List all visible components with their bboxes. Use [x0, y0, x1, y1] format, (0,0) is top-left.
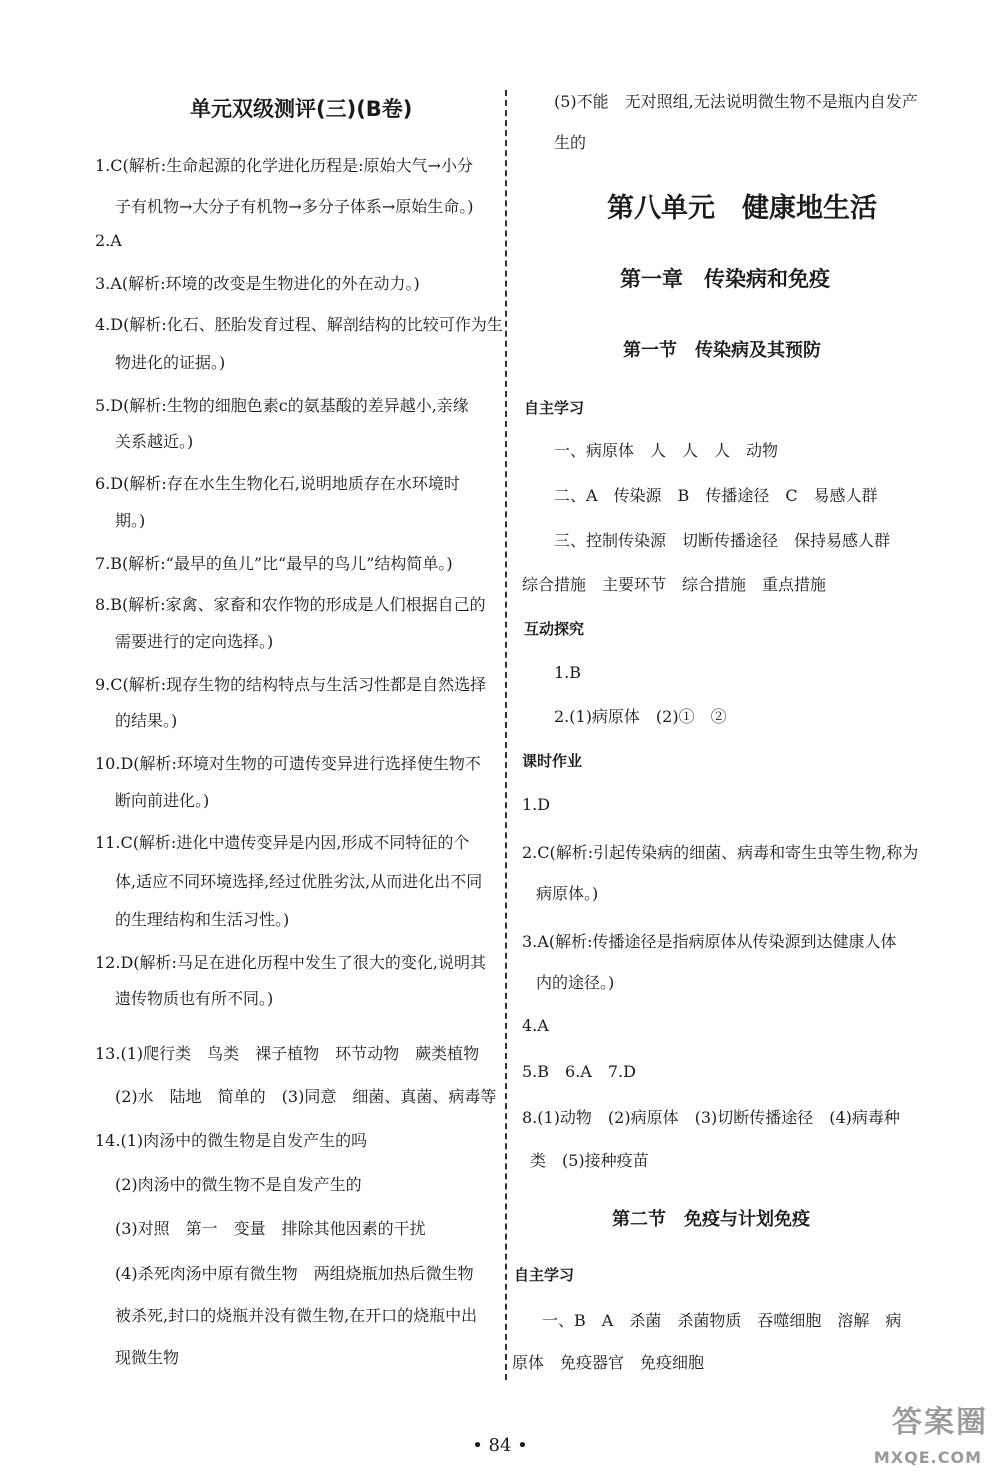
- answer-line: 一、病原体 人 人 人 动物: [554, 441, 779, 460]
- answer-line: 7.B(解析:“最早的鱼儿”比“最早的鸟儿”结构简单。): [95, 554, 453, 573]
- answer-line: 关系越近。): [115, 432, 194, 451]
- answer-line: 5.D(解析:生物的细胞色素c的氨基酸的差异越小,亲缘: [95, 396, 469, 415]
- answer-line: 体,适应不同环境选择,经过优胜劣汰,从而进化出不同: [115, 872, 483, 891]
- unit-test-title: 单元双级测评(三)(B卷): [190, 97, 413, 121]
- page-number: • 84 •: [472, 1435, 528, 1456]
- answer-line: 8.(1)动物 (2)病原体 (3)切断传播途径 (4)病毒种: [522, 1108, 900, 1127]
- section-title: 第一节 传染病及其预防: [623, 340, 821, 361]
- answer-line: 病原体。): [536, 884, 599, 903]
- answer-line: 二、A 传染源 B 传播途径 C 易感人群: [554, 486, 878, 505]
- watermark: [838, 1397, 988, 1467]
- answer-line: 需要进行的定向选择。): [115, 632, 274, 651]
- answer-line: 11.C(解析:进化中遗传变异是内因,形成不同特征的个: [95, 833, 470, 852]
- answer-line: 断向前进化。): [115, 791, 210, 810]
- answer-line: 4.D(解析:化石、胚胎发育过程、解剖结构的比较可作为生: [95, 315, 503, 334]
- answer-line: 期。): [115, 511, 146, 530]
- answer-line: 14.(1)肉汤中的微生物是自发产生的吗: [95, 1131, 368, 1150]
- answer-line: (2)水 陆地 简单的 (3)同意 细菌、真菌、病毒等: [115, 1087, 497, 1106]
- answer-line: 5.B 6.A 7.D: [522, 1062, 636, 1081]
- watermark-url: MXQE.COM: [873, 1448, 982, 1467]
- answer-line: 1.D: [522, 795, 551, 814]
- self-study-heading: 自主学习: [514, 1266, 575, 1284]
- answer-line: 2.C(解析:引起传染病的细菌、病毒和寄生虫等生物,称为: [522, 843, 919, 862]
- answer-line: 子有机物→大分子有机物→多分子体系→原始生命。): [115, 197, 474, 216]
- column-divider: [505, 90, 507, 1380]
- answer-line: 3.A(解析:传播途径是指病原体从传染源到达健康人体: [522, 932, 897, 951]
- answer-line: 类 (5)接种疫苗: [530, 1151, 649, 1170]
- answer-line: 9.C(解析:现存生物的结构特点与生活习性都是自然选择: [95, 675, 487, 694]
- unit-title: 第八单元 健康地生活: [607, 193, 877, 224]
- answer-line: 4.A: [522, 1016, 549, 1035]
- answer-line: 1.C(解析:生命起源的化学进化历程是:原始大气→小分: [95, 156, 473, 175]
- answer-line: 12.D(解析:马足在进化历程中发生了很大的变化,说明其: [95, 953, 486, 972]
- answer-line: 内的途径。): [536, 973, 615, 992]
- answer-line: 生的: [554, 133, 587, 152]
- interactive-heading: 互动探究: [524, 620, 585, 638]
- answer-line: 综合措施 主要环节 综合措施 重点措施: [522, 575, 827, 594]
- answer-line: 三、控制传染源 切断传播途径 保持易感人群: [554, 531, 891, 550]
- answer-line: (5)不能 无对照组,无法说明微生物不是瓶内自发产: [554, 92, 918, 111]
- answer-line: 被杀死,封口的烧瓶并没有微生物,在开口的烧瓶中出: [115, 1306, 478, 1325]
- answer-line: 一、B A 杀菌 杀菌物质 吞噬细胞 溶解 病: [542, 1311, 902, 1330]
- answer-line: 3.A(解析:环境的改变是生物进化的外在动力。): [95, 274, 420, 293]
- answer-line: (2)肉汤中的微生物不是自发产生的: [115, 1175, 362, 1194]
- self-study-heading: 自主学习: [524, 399, 585, 417]
- answer-line: 现微生物: [115, 1348, 180, 1367]
- answer-line: 13.(1)爬行类 鸟类 裸子植物 环节动物 蕨类植物: [95, 1044, 480, 1063]
- answer-line: 物进化的证据。): [115, 353, 226, 372]
- answer-line: (3)对照 第一 变量 排除其他因素的干扰: [115, 1219, 426, 1238]
- answer-line: 2.(1)病原体 (2)① ②: [554, 707, 727, 726]
- answer-line: 的生理结构和生活习性。): [115, 910, 290, 929]
- answer-line: 原体 免疫器官 免疫细胞: [512, 1353, 705, 1372]
- answer-line: 8.B(解析:家禽、家畜和农作物的形成是人们根据自己的: [95, 595, 486, 614]
- chapter-title: 第一章 传染病和免疫: [620, 267, 830, 291]
- watermark-logo: 答案圈: [892, 1405, 988, 1440]
- answer-line: 的结果。): [115, 711, 178, 730]
- answer-line: 遗传物质也有所不同。): [115, 989, 274, 1008]
- section-title: 第二节 免疫与计划免疫: [612, 1209, 810, 1230]
- answer-line: 2.A: [95, 231, 122, 250]
- homework-heading: 课时作业: [522, 752, 583, 770]
- answer-line: 1.B: [554, 663, 582, 682]
- answer-line: 6.D(解析:存在水生生物化石,说明地质存在水环境时: [95, 474, 460, 493]
- answer-line: 10.D(解析:环境对生物的可遗传变异进行选择使生物不: [95, 754, 481, 773]
- answer-line: (4)杀死肉汤中原有微生物 两组烧瓶加热后微生物: [115, 1264, 474, 1283]
